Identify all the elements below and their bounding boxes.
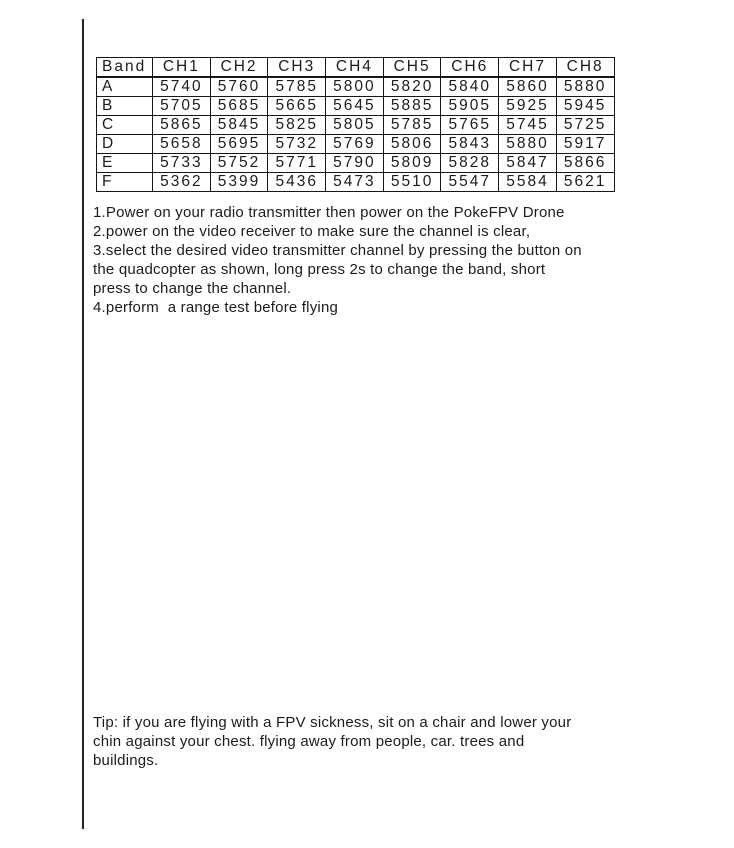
frequency-cell: 5740	[153, 77, 211, 97]
band-cell: B	[97, 97, 153, 116]
frequency-cell: 5732	[268, 135, 326, 154]
text-line: chin against your chest. flying away from people, car. trees and	[93, 733, 525, 750]
frequency-cell: 5880	[499, 135, 557, 154]
frequency-cell: 5645	[326, 97, 384, 116]
table-row	[97, 116, 615, 135]
table-row	[97, 154, 615, 173]
channel-column-header: CH4	[326, 58, 384, 78]
frequency-cell: 5771	[268, 154, 326, 173]
frequency-cell: 5621	[556, 173, 614, 192]
band-cell: D	[97, 135, 153, 154]
frequency-cell: 5362	[153, 173, 211, 192]
frequency-cell: 5828	[441, 154, 499, 173]
frequency-cell: 5847	[499, 154, 557, 173]
frequency-cell: 5785	[383, 116, 441, 135]
frequency-cell: 5399	[210, 173, 268, 192]
channel-column-header: CH6	[441, 58, 499, 78]
text-line: 4.perform a range test before flying	[93, 299, 339, 316]
frequency-cell: 5885	[383, 97, 441, 116]
frequency-cell: 5800	[326, 77, 384, 97]
frequency-cell: 5547	[441, 173, 499, 192]
frequency-cell: 5765	[441, 116, 499, 135]
text-line: press to change the channel.	[93, 280, 292, 297]
text-line: the quadcopter as shown, long press 2s to change the band, short	[93, 261, 546, 278]
text-line: 1.Power on your radio transmitter then power on the PokeFPV Drone	[93, 204, 565, 221]
frequency-cell: 5760	[210, 77, 268, 97]
frequency-cell: 5733	[153, 154, 211, 173]
frequency-cell: 5510	[383, 173, 441, 192]
channel-column-header: CH2	[210, 58, 268, 78]
frequency-cell: 5840	[441, 77, 499, 97]
frequency-cell: 5658	[153, 135, 211, 154]
frequency-cell: 5665	[268, 97, 326, 116]
frequency-cell: 5705	[153, 97, 211, 116]
text-line: buildings.	[93, 752, 159, 769]
table-row	[97, 173, 615, 192]
band-column-header: Band	[97, 58, 153, 78]
text-line: Tip: if you are flying with a FPV sickness, sit on a chair and lower your	[93, 714, 572, 731]
table-row	[97, 135, 615, 154]
frequency-cell: 5805	[326, 116, 384, 135]
text-line: 2.power on the video receiver to make sure the channel is clear,	[93, 223, 531, 240]
table-row	[97, 77, 615, 97]
header-row	[97, 58, 615, 78]
band-cell: A	[97, 77, 153, 97]
frequency-cell: 5769	[326, 135, 384, 154]
text-line: 3.select the desired video transmitter channel by pressing the button on	[93, 242, 582, 259]
frequency-cell: 5785	[268, 77, 326, 97]
frequency-cell: 5825	[268, 116, 326, 135]
frequency-cell: 5436	[268, 173, 326, 192]
frequency-cell: 5584	[499, 173, 557, 192]
frequency-cell: 5945	[556, 97, 614, 116]
frequency-cell: 5860	[499, 77, 557, 97]
frequency-cell: 5845	[210, 116, 268, 135]
band-cell: C	[97, 116, 153, 135]
frequency-cell: 5685	[210, 97, 268, 116]
channel-column-header: CH7	[499, 58, 557, 78]
frequency-cell: 5473	[326, 173, 384, 192]
frequency-cell: 5820	[383, 77, 441, 97]
frequency-cell: 5725	[556, 116, 614, 135]
channel-column-header: CH1	[153, 58, 211, 78]
table-row	[97, 97, 615, 116]
frequency-cell: 5866	[556, 154, 614, 173]
frequency-cell: 5745	[499, 116, 557, 135]
channel-column-header: CH3	[268, 58, 326, 78]
channel-column-header: CH5	[383, 58, 441, 78]
frequency-cell: 5925	[499, 97, 557, 116]
frequency-cell: 5843	[441, 135, 499, 154]
frequency-cell: 5809	[383, 154, 441, 173]
channel-table-body	[97, 77, 615, 192]
frequency-cell: 5905	[441, 97, 499, 116]
setup-instructions	[93, 203, 582, 317]
frequency-cell: 5806	[383, 135, 441, 154]
channel-column-header: CH8	[556, 58, 614, 78]
frequency-cell: 5790	[326, 154, 384, 173]
page-fold-line	[82, 19, 84, 829]
frequency-cell: 5695	[210, 135, 268, 154]
frequency-cell: 5865	[153, 116, 211, 135]
band-cell: F	[97, 173, 153, 192]
frequency-cell: 5752	[210, 154, 268, 173]
channel-table	[96, 57, 615, 192]
tip-note	[93, 713, 571, 770]
channel-table-header	[97, 58, 615, 78]
frequency-cell: 5917	[556, 135, 614, 154]
band-cell: E	[97, 154, 153, 173]
frequency-cell: 5880	[556, 77, 614, 97]
